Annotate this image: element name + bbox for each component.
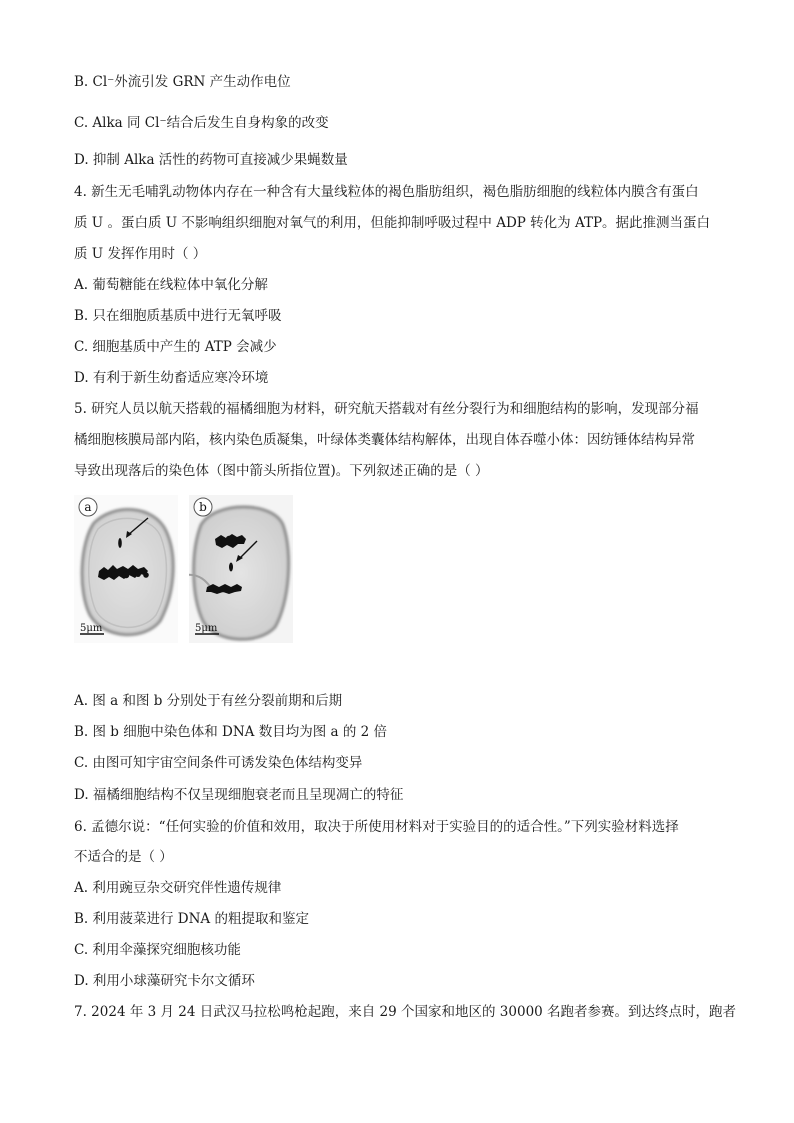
figure-b-scale: 5μm xyxy=(195,623,218,634)
cell-figures xyxy=(74,495,294,647)
line-11: 5. 研究人员以航天搭载的福橘细胞为材料，研究航天搭载对有丝分裂行为和细胞结构的影响，发现部分福 xyxy=(74,401,699,417)
line-6: 质 U 发挥作用时（ ） xyxy=(74,246,207,262)
figure-a-label: a xyxy=(84,500,92,514)
figure-b-label: b xyxy=(199,500,207,514)
line-12: 橘细胞核膜局部内陷，核内染色质凝集，叶绿体类囊体结构解体，出现自体吞噬小体：因纺锤体结构异常 xyxy=(74,432,695,448)
line-19: 不适合的是（ ） xyxy=(74,849,173,865)
figure-a xyxy=(74,495,178,643)
figure-b xyxy=(189,495,293,643)
line-8: B. 只在细胞质基质中进行无氧呼吸 xyxy=(74,308,282,324)
line-17: D. 福橘细胞结构不仅呈现细胞衰老而且呈现凋亡的特征 xyxy=(74,787,404,803)
line-18: 6. 孟德尔说：“任何实验的价值和效用，取决于所使用材料对于实验目的的适合性。”下列实验材料选择 xyxy=(74,819,679,835)
line-3: D. 抑制 Alka 活性的药物可直接减少果蝇数量 xyxy=(74,152,348,168)
line-2: C. Alka 同 Cl⁻结合后发生自身构象的改变 xyxy=(74,115,329,131)
line-22: C. 利用伞藻探究细胞核功能 xyxy=(74,942,241,958)
line-23: D. 利用小球藻研究卡尔文循环 xyxy=(74,973,255,989)
line-10: D. 有利于新生幼畜适应寒冷环境 xyxy=(74,370,269,386)
line-16: C. 由图可知宇宙空间条件可诱发染色体结构变异 xyxy=(74,755,363,771)
line-7: A. 葡萄糖能在线粒体中氧化分解 xyxy=(74,277,268,293)
figure-a-scale: 5μm xyxy=(80,623,103,634)
line-15: B. 图 b 细胞中染色体和 DNA 数目均为图 a 的 2 倍 xyxy=(74,724,387,740)
line-1: B. Cl⁻外流引发 GRN 产生动作电位 xyxy=(74,74,291,90)
line-5: 质 U 。蛋白质 U 不影响组织细胞对氧气的利用，但能抑制呼吸过程中 ADP 转化为 ATP。据此推测当蛋白 xyxy=(74,215,711,231)
line-20: A. 利用豌豆杂交研究伴性遗传规律 xyxy=(74,880,282,896)
line-24: 7. 2024 年 3 月 24 日武汉马拉松鸣枪起跑，来自 29 个国家和地区的 30000 名跑者参赛。到达终点时，跑者 xyxy=(74,1004,737,1020)
line-9: C. 细胞基质中产生的 ATP 会减少 xyxy=(74,339,277,355)
line-14: A. 图 a 和图 b 分别处于有丝分裂前期和后期 xyxy=(74,693,343,709)
line-13: 导致出现落后的染色体（图中箭头所指位置)。下列叙述正确的是（ ） xyxy=(74,463,489,479)
line-21: B. 利用菠菜进行 DNA 的粗提取和鉴定 xyxy=(74,911,309,927)
line-4: 4. 新生无毛哺乳动物体内存在一种含有大量线粒体的褐色脂肪组织，褐色脂肪细胞的线粒体内膜含有蛋白 xyxy=(74,184,699,200)
